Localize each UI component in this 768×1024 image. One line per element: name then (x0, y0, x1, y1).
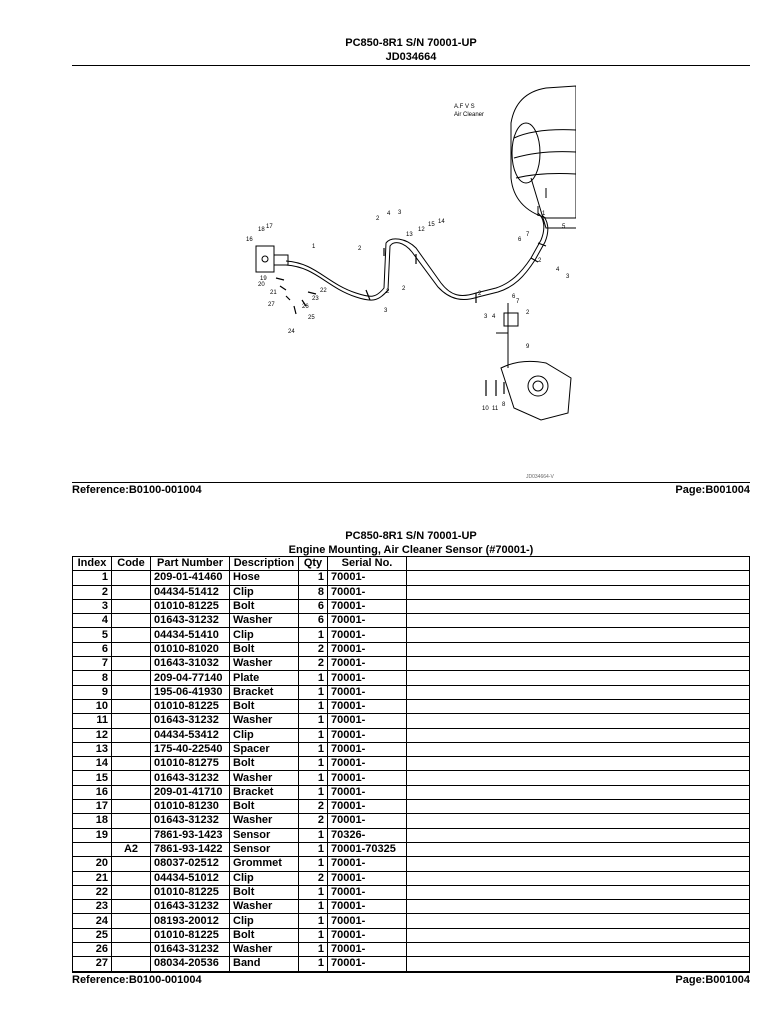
callout-14: 14 (438, 219, 445, 225)
cell-description: Grommet (230, 857, 299, 871)
table-row (73, 828, 750, 842)
cell-index: 5 (73, 628, 112, 642)
table-row (73, 599, 750, 613)
col-serial: Serial No. (328, 557, 407, 571)
cell-code (112, 614, 151, 628)
cell-serial: 70001- (328, 657, 407, 671)
callout-label: A.F V S (454, 104, 475, 110)
cell-description: Clip (230, 628, 299, 642)
row-spacer (407, 914, 750, 928)
callout-10: 10 (482, 406, 489, 412)
callout-3: 3 (398, 210, 402, 216)
cell-description: Washer (230, 714, 299, 728)
cell-part-number: 04434-51412 (151, 585, 230, 599)
cell-description: Bracket (230, 685, 299, 699)
section-title: Engine Mounting, Air Cleaner Sensor (#70001-) (288, 544, 534, 556)
cell-serial: 70001- (328, 571, 407, 585)
cell-index: 15 (73, 771, 112, 785)
cell-description: Bolt (230, 642, 299, 656)
callout-2: 2 (358, 246, 362, 252)
cell-part-number: 01643-31232 (151, 614, 230, 628)
col-description: Description (230, 557, 299, 571)
cell-description: Washer (230, 657, 299, 671)
cell-part-number: 195-06-41930 (151, 685, 230, 699)
row-spacer (407, 800, 750, 814)
cell-qty: 6 (299, 614, 328, 628)
row-spacer (407, 742, 750, 756)
row-spacer (407, 828, 750, 842)
cell-part-number: 175-40-22540 (151, 742, 230, 756)
cell-index (73, 842, 112, 856)
callout-8: 8 (502, 402, 506, 408)
cell-description: Washer (230, 614, 299, 628)
table-header-row (73, 557, 750, 571)
cell-code (112, 814, 151, 828)
callout-20: 20 (258, 282, 265, 288)
cell-qty: 1 (299, 742, 328, 756)
cell-description: Clip (230, 585, 299, 599)
cell-index: 16 (73, 785, 112, 799)
cell-qty: 1 (299, 571, 328, 585)
callout-26: 26 (302, 304, 309, 310)
cell-index: 12 (73, 728, 112, 742)
col-code: Code (112, 557, 151, 571)
cell-qty: 2 (299, 657, 328, 671)
cell-part-number: 08034-20536 (151, 957, 230, 971)
cell-description: Bolt (230, 699, 299, 713)
cell-part-number: 7861-93-1422 (151, 842, 230, 856)
cell-part-number: 04434-53412 (151, 728, 230, 742)
callout-1: 1 (312, 244, 316, 250)
cell-description: Washer (230, 943, 299, 957)
cell-qty: 1 (299, 857, 328, 871)
cell-qty: 1 (299, 785, 328, 799)
cell-qty: 1 (299, 957, 328, 971)
cell-serial: 70001- (328, 900, 407, 914)
callout-7: 7 (516, 299, 520, 305)
table-row (73, 742, 750, 756)
cell-serial: 70001- (328, 714, 407, 728)
row-spacer (407, 571, 750, 585)
cell-part-number: 08193-20012 (151, 914, 230, 928)
cell-index: 3 (73, 599, 112, 613)
callout-5: 5 (562, 224, 566, 230)
cell-part-number: 209-01-41460 (151, 571, 230, 585)
cell-code: A2 (112, 842, 151, 856)
table-row (73, 914, 750, 928)
cell-description: Sensor (230, 828, 299, 842)
cell-part-number: 01643-31232 (151, 943, 230, 957)
footer-rule-2 (72, 972, 750, 973)
cell-code (112, 699, 151, 713)
table-row (73, 657, 750, 671)
table-row (73, 957, 750, 971)
cell-part-number: 01010-81225 (151, 699, 230, 713)
callout-17: 17 (266, 224, 273, 230)
cell-index: 9 (73, 685, 112, 699)
table-row (73, 714, 750, 728)
cell-serial: 70326- (328, 828, 407, 842)
cell-code (112, 657, 151, 671)
cell-part-number: 04434-51410 (151, 628, 230, 642)
cell-serial: 70001- (328, 771, 407, 785)
callout-2c: 2 (386, 289, 390, 295)
callout-18: 18 (258, 227, 265, 233)
cell-code (112, 728, 151, 742)
callout-6b: 6 (518, 237, 522, 243)
cell-code (112, 585, 151, 599)
cell-serial: 70001- (328, 628, 407, 642)
row-spacer (407, 900, 750, 914)
cell-qty: 1 (299, 842, 328, 856)
cell-code (112, 928, 151, 942)
table-row (73, 571, 750, 585)
cell-qty: 1 (299, 828, 328, 842)
cell-part-number: 209-04-77140 (151, 671, 230, 685)
cell-code (112, 628, 151, 642)
table-row (73, 871, 750, 885)
sensor-19 (274, 255, 288, 265)
row-spacer (407, 728, 750, 742)
callout-6: 6 (512, 294, 516, 300)
cell-index: 26 (73, 943, 112, 957)
row-spacer (407, 628, 750, 642)
cell-description: Washer (230, 900, 299, 914)
row-spacer (407, 714, 750, 728)
page-title-2: PC850-8R1 S/N 70001-UP (345, 530, 477, 542)
cell-serial: 70001- (328, 742, 407, 756)
parts-table-body (73, 571, 750, 971)
table-row (73, 699, 750, 713)
cell-code (112, 642, 151, 656)
callout-24: 24 (288, 329, 295, 335)
callout-22: 22 (320, 288, 327, 294)
table-row (73, 728, 750, 742)
cell-code (112, 800, 151, 814)
callout-4b: 4 (492, 314, 496, 320)
cell-qty: 1 (299, 928, 328, 942)
table-spacer (407, 557, 750, 571)
table-row (73, 943, 750, 957)
callout-16: 16 (246, 237, 253, 243)
cell-qty: 1 (299, 900, 328, 914)
cell-part-number: 04434-51012 (151, 871, 230, 885)
row-spacer (407, 614, 750, 628)
row-spacer (407, 642, 750, 656)
callout-27: 27 (268, 302, 275, 308)
callout-2g: 2 (538, 258, 542, 264)
cell-code (112, 571, 151, 585)
reference-2: Reference:B0100-001004 (72, 974, 202, 986)
cell-index: 19 (73, 828, 112, 842)
row-spacer (407, 599, 750, 613)
callout-4c: 4 (556, 267, 560, 273)
cell-code (112, 914, 151, 928)
cell-index: 4 (73, 614, 112, 628)
table-row (73, 885, 750, 899)
cell-description: Sensor (230, 842, 299, 856)
cell-part-number: 01010-81275 (151, 757, 230, 771)
footer-rule-1 (72, 482, 750, 483)
cell-qty: 6 (299, 599, 328, 613)
table-row (73, 642, 750, 656)
cell-part-number: 01010-81225 (151, 885, 230, 899)
table-row (73, 800, 750, 814)
cell-description: Bolt (230, 757, 299, 771)
cell-description: Spacer (230, 742, 299, 756)
cell-code (112, 785, 151, 799)
table-row (73, 614, 750, 628)
row-spacer (407, 957, 750, 971)
cell-part-number: 08037-02512 (151, 857, 230, 871)
cell-part-number: 01643-31232 (151, 714, 230, 728)
col-qty: Qty (299, 557, 328, 571)
callout-19: 19 (260, 276, 267, 282)
row-spacer (407, 785, 750, 799)
reference-1: Reference:B0100-001004 (72, 484, 202, 496)
cell-description: Clip (230, 914, 299, 928)
cell-qty: 2 (299, 814, 328, 828)
row-spacer (407, 885, 750, 899)
cell-description: Bolt (230, 599, 299, 613)
cell-description: Washer (230, 814, 299, 828)
cell-index: 8 (73, 671, 112, 685)
cell-serial: 70001- (328, 699, 407, 713)
cell-index: 21 (73, 871, 112, 885)
table-row (73, 685, 750, 699)
cell-index: 11 (73, 714, 112, 728)
cell-serial: 70001- (328, 728, 407, 742)
table-row (73, 628, 750, 642)
cell-part-number: 01643-31032 (151, 657, 230, 671)
row-spacer (407, 814, 750, 828)
callout-4: 4 (387, 211, 391, 217)
cell-qty: 1 (299, 671, 328, 685)
cell-qty: 1 (299, 685, 328, 699)
cell-index: 17 (73, 800, 112, 814)
cell-description: Hose (230, 571, 299, 585)
callout-3b: 3 (384, 308, 388, 314)
header-rule (72, 65, 750, 66)
hose-line (286, 213, 544, 296)
cell-qty: 8 (299, 585, 328, 599)
callout-21: 21 (270, 290, 277, 296)
cell-serial: 70001- (328, 957, 407, 971)
cell-serial: 70001- (328, 871, 407, 885)
cell-description: Band (230, 957, 299, 971)
callout-12: 12 (418, 227, 425, 233)
row-spacer (407, 671, 750, 685)
callout-11: 11 (492, 406, 499, 412)
row-spacer (407, 685, 750, 699)
page-number-2: Page:B001004 (675, 974, 750, 986)
row-spacer (407, 842, 750, 856)
cell-code (112, 771, 151, 785)
cell-serial: 70001- (328, 928, 407, 942)
cell-serial: 70001- (328, 757, 407, 771)
table-row (73, 900, 750, 914)
callout-2f: 2 (526, 310, 530, 316)
callout-13: 13 (406, 232, 413, 238)
callout-2e: 2 (478, 291, 482, 297)
table-row (73, 785, 750, 799)
table-row (73, 928, 750, 942)
cell-description: Bolt (230, 928, 299, 942)
cell-description: Washer (230, 771, 299, 785)
cell-index: 25 (73, 928, 112, 942)
table-row (73, 814, 750, 828)
cell-index: 18 (73, 814, 112, 828)
cell-serial: 70001- (328, 585, 407, 599)
bracket-16 (256, 246, 274, 272)
cell-serial: 70001- (328, 642, 407, 656)
callout-15: 15 (428, 222, 435, 228)
cell-index: 27 (73, 957, 112, 971)
cell-serial: 70001- (328, 599, 407, 613)
cell-code (112, 943, 151, 957)
cell-index: 14 (73, 757, 112, 771)
cell-serial: 70001- (328, 785, 407, 799)
cell-part-number: 01643-31232 (151, 900, 230, 914)
cell-code (112, 828, 151, 842)
callout-1b: 1 (542, 211, 546, 217)
cell-part-number: 7861-93-1423 (151, 828, 230, 842)
cell-part-number: 01010-81020 (151, 642, 230, 656)
row-spacer (407, 943, 750, 957)
cell-index: 1 (73, 571, 112, 585)
table-row (73, 842, 750, 856)
cell-code (112, 671, 151, 685)
cell-part-number: 01010-81225 (151, 599, 230, 613)
cell-serial: 70001- (328, 614, 407, 628)
row-spacer (407, 699, 750, 713)
callout-2b: 2 (376, 216, 380, 222)
cell-code (112, 871, 151, 885)
cell-qty: 2 (299, 642, 328, 656)
parts-diagram (246, 68, 576, 480)
cell-index: 2 (73, 585, 112, 599)
row-spacer (407, 771, 750, 785)
row-spacer (407, 657, 750, 671)
row-spacer (407, 928, 750, 942)
callout-3c: 3 (484, 314, 488, 320)
cell-code (112, 757, 151, 771)
row-spacer (407, 857, 750, 871)
cell-qty: 1 (299, 628, 328, 642)
cell-qty: 2 (299, 871, 328, 885)
cell-serial: 70001- (328, 885, 407, 899)
cell-index: 10 (73, 699, 112, 713)
cell-index: 13 (73, 742, 112, 756)
cell-index: 20 (73, 857, 112, 871)
cell-qty: 1 (299, 885, 328, 899)
cell-part-number: 01010-81230 (151, 800, 230, 814)
cell-qty: 1 (299, 771, 328, 785)
cell-index: 7 (73, 657, 112, 671)
cell-serial: 70001- (328, 685, 407, 699)
cell-serial: 70001-70325 (328, 842, 407, 856)
cell-description: Clip (230, 871, 299, 885)
cell-description: Clip (230, 728, 299, 742)
table-row (73, 585, 750, 599)
cell-code (112, 599, 151, 613)
table-row (73, 757, 750, 771)
cell-code (112, 957, 151, 971)
cell-part-number: 01643-31232 (151, 814, 230, 828)
cell-code (112, 885, 151, 899)
cell-qty: 1 (299, 714, 328, 728)
row-spacer (407, 757, 750, 771)
cell-qty: 1 (299, 728, 328, 742)
page-number-1: Page:B001004 (675, 484, 750, 496)
page-title: PC850-8R1 S/N 70001-UP (345, 37, 477, 49)
callout-9: 9 (526, 344, 530, 350)
cell-qty: 1 (299, 699, 328, 713)
cell-serial: 70001- (328, 943, 407, 957)
callout-23: 23 (312, 296, 319, 302)
table-row (73, 771, 750, 785)
col-part-number: Part Number (151, 557, 230, 571)
callout-3d: 3 (566, 274, 570, 280)
cell-code (112, 714, 151, 728)
cell-serial: 70001- (328, 857, 407, 871)
cell-description: Plate (230, 671, 299, 685)
cell-part-number: 209-01-41710 (151, 785, 230, 799)
row-spacer (407, 585, 750, 599)
cell-serial: 70001- (328, 671, 407, 685)
cell-serial: 70001- (328, 814, 407, 828)
row-spacer (407, 871, 750, 885)
cell-index: 22 (73, 885, 112, 899)
cell-part-number: 01010-81225 (151, 928, 230, 942)
cell-index: 24 (73, 914, 112, 928)
cell-qty: 1 (299, 943, 328, 957)
cell-index: 6 (73, 642, 112, 656)
table-row (73, 671, 750, 685)
callout-2d: 2 (402, 286, 406, 292)
cell-description: Bracket (230, 785, 299, 799)
cell-qty: 1 (299, 914, 328, 928)
cell-description: Bolt (230, 800, 299, 814)
callout-25: 25 (308, 315, 315, 321)
diagram-caption: JD034664-V (526, 474, 554, 480)
callout-7b: 7 (526, 232, 530, 238)
cell-description: Bolt (230, 885, 299, 899)
inset-label: Air Cleaner (454, 112, 485, 118)
cell-serial: 70001- (328, 800, 407, 814)
cell-code (112, 742, 151, 756)
cell-index: 23 (73, 900, 112, 914)
cell-part-number: 01643-31232 (151, 771, 230, 785)
diagram-id: JD034664 (385, 51, 437, 63)
cell-qty: 1 (299, 757, 328, 771)
cell-qty: 2 (299, 800, 328, 814)
cell-serial: 70001- (328, 914, 407, 928)
cell-code (112, 900, 151, 914)
parts-table (72, 556, 750, 972)
cell-code (112, 857, 151, 871)
table-row (73, 857, 750, 871)
cell-code (112, 685, 151, 699)
col-index: Index (73, 557, 112, 571)
